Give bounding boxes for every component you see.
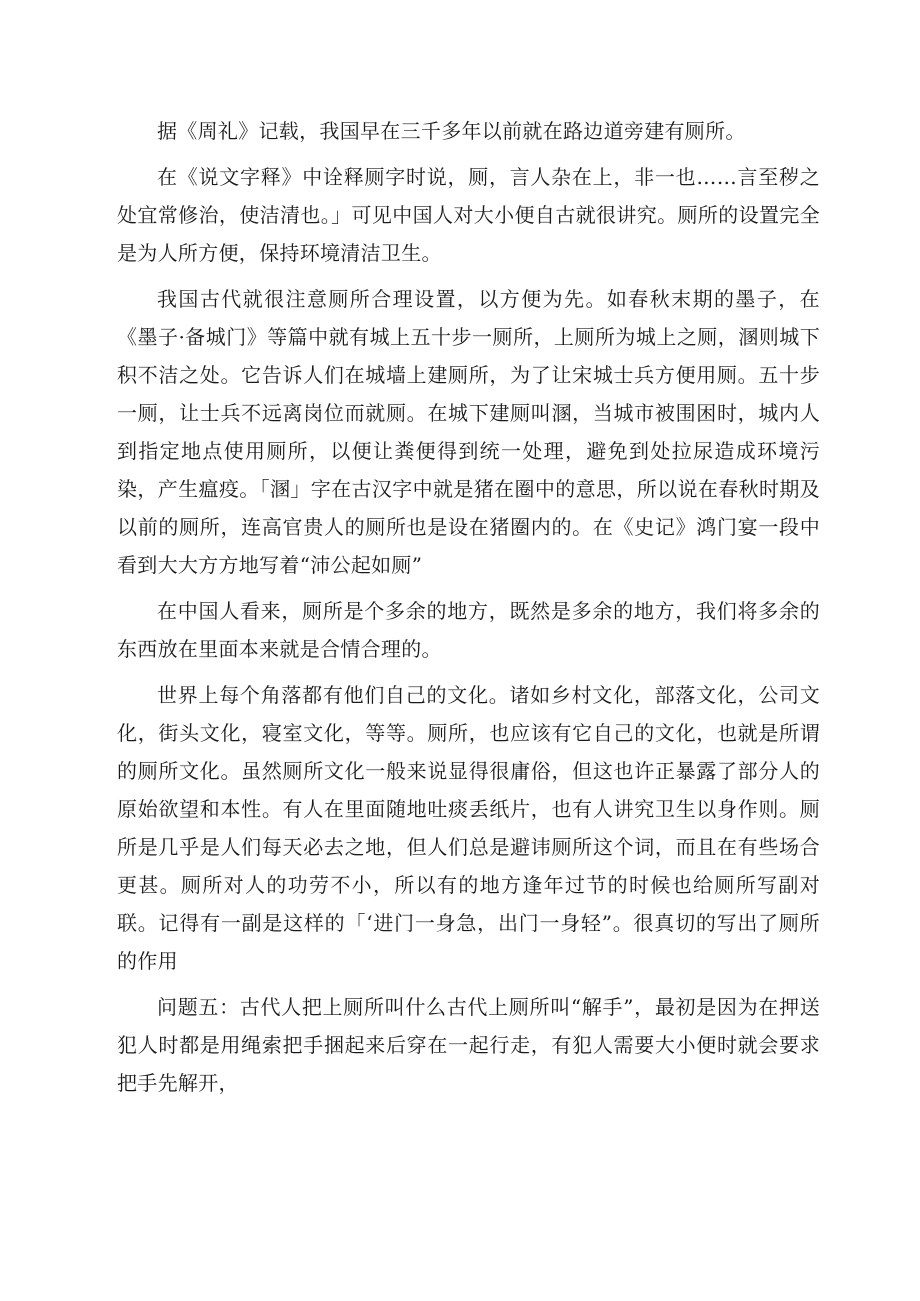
paragraph-zhouli: 据《周礼》记载，我国早在三千多年以前就在路边道旁建有厕所。: [157, 119, 746, 143]
paragraph-toilet-culture: 世界上每个角落都有他们自己的文化。诸如乡村文化，部落文化，公司文化，街头文化，寝室文化，等等。厕所，也应该有它自己的文化，也就是所谓的厕所文化。虽然厕所文化一般来说显得很庸俗，但这也许正暴露了部分人的原始欲望和本性。有人在里面随地吐痰丢纸片，也有人讲究卫生以身作则。厕所是几乎是人们每天必去之地，但人们总是避讳厕所这个词，而且在有些场合更甚。厕所对人的功劳不小，所以有的地方逢年过节的时候也给厕所写副对联。记得有一副是这样的「‘进门一身急，出门一身轻”。很真切的写出了厕所的作用: [117, 683, 820, 973]
paragraph-question-five: 问题五：古代人把上厕所叫什么古代上厕所叫“解手”，最初是因为在押送犯人时都是用绳索把手捆起来后穿在一起行走，有犯人需要大小便时就会要求把手先解开，: [117, 995, 820, 1095]
paragraph-shuowen: 在《说文字释》中诠释厕字时说，厕，言人杂在上，非一也……言至秽之处宜常修治，使洁清也。」可见中国人对大小便自古就很讲究。厕所的设置完全是为人所方便，保持环境清洁卫生。: [117, 165, 820, 265]
document-body: [117, 112, 820, 1110]
paragraph-chinese-view: 在中国人看来，厕所是个多余的地方，既然是多余的地方，我们将多余的东西放在里面本来就是合情合理的。: [117, 599, 820, 661]
paragraph-mozi: 我国古代就很注意厕所合理设置，以方便为先。如春秋末期的墨子，在《墨子·备城门》等篇中就有城上五十步一厕所，上厕所为城上之厕，溷则城下积不洁之处。它告诉人们在城墙上建厕所，为了让宋城士兵方便用厕。五十步一厕，让士兵不远离岗位而就厕。在城下建厕叫溷，当城市被围困时，城内人到指定地点使用厕所，以便让粪便得到统一处理，避免到处拉尿造成环境污染，产生瘟疫。「溷」字在古汉字中就是猪在圈中的意思，所以说在春秋时期及以前的厕所，连高官贵人的厕所也是设在猪圈内的。在《史记》鸿门宴一段中看到大大方方地写着“沛公起如厕”: [117, 287, 820, 577]
